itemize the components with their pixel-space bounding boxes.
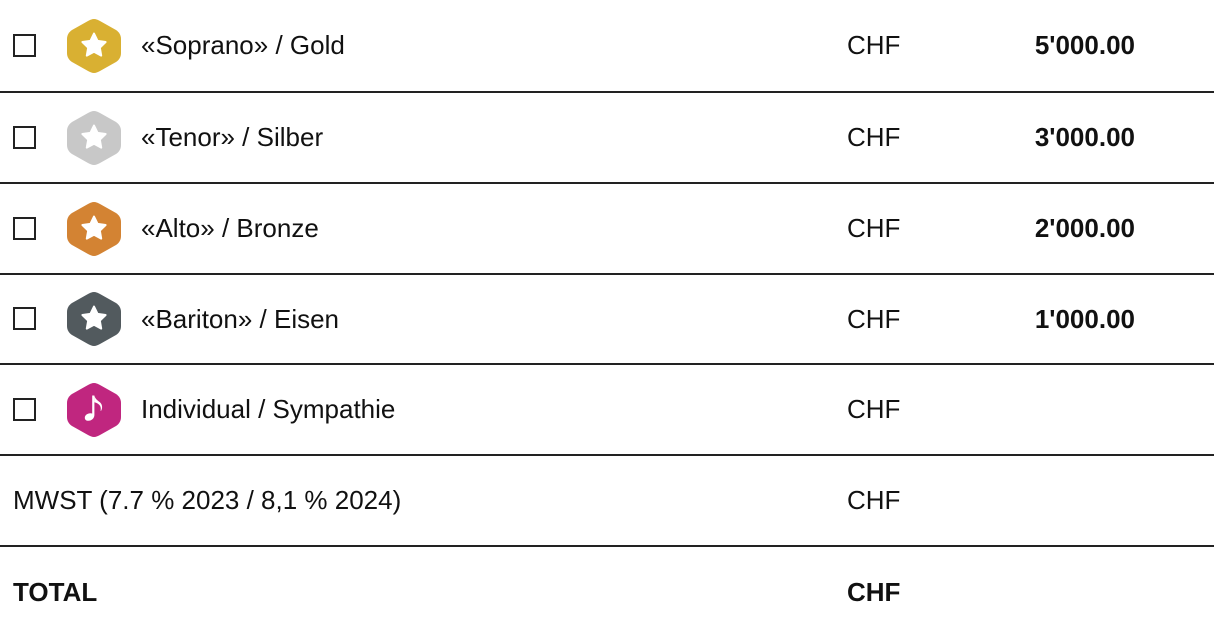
bronze-badge-icon	[65, 200, 123, 258]
star-icon	[65, 109, 123, 167]
individual-badge-icon	[65, 381, 123, 439]
total-row	[0, 547, 1214, 638]
tier-amount: 5'000.00	[1034, 30, 1135, 60]
currency-label: CHF	[847, 30, 901, 60]
tier-amount: 3'000.00	[1034, 122, 1135, 152]
currency-label: CHF	[847, 213, 901, 243]
checkbox-tenor[interactable]	[13, 126, 36, 149]
currency-label: CHF	[847, 394, 901, 424]
table-row-soprano	[0, 0, 1214, 93]
vat-row	[0, 456, 1214, 547]
tier-label: «Soprano» / Gold	[141, 30, 345, 60]
tier-label: Individual / Sympathie	[141, 394, 396, 424]
silver-badge-icon	[65, 109, 123, 167]
tier-amount: 1'000.00	[1034, 303, 1135, 334]
star-icon	[65, 290, 123, 348]
tier-amount: 2'000.00	[1034, 213, 1135, 243]
tier-label: «Tenor» / Silber	[141, 122, 324, 152]
checkbox-bariton[interactable]	[13, 307, 36, 330]
tier-label: «Bariton» / Eisen	[141, 303, 340, 334]
star-icon	[65, 200, 123, 258]
music-note-icon	[65, 381, 123, 439]
table-row-tenor	[0, 93, 1214, 184]
checkbox-soprano[interactable]	[13, 34, 36, 57]
currency-label: CHF	[847, 485, 901, 515]
table-row-individual	[0, 365, 1214, 456]
currency-label: CHF	[847, 303, 901, 334]
checkbox-alto[interactable]	[13, 217, 36, 240]
checkbox-individual[interactable]	[13, 398, 36, 421]
total-label: TOTAL	[13, 577, 98, 607]
gold-badge-icon	[65, 17, 123, 75]
currency-label: CHF	[847, 577, 901, 607]
table-row-alto	[0, 184, 1214, 275]
currency-label: CHF	[847, 122, 901, 152]
tier-label: «Alto» / Bronze	[141, 213, 319, 243]
vat-label: MWST (7.7 % 2023 / 8,1 % 2024)	[13, 485, 402, 515]
star-icon	[65, 17, 123, 75]
table-row-bariton	[0, 275, 1214, 365]
iron-badge-icon	[65, 290, 123, 348]
